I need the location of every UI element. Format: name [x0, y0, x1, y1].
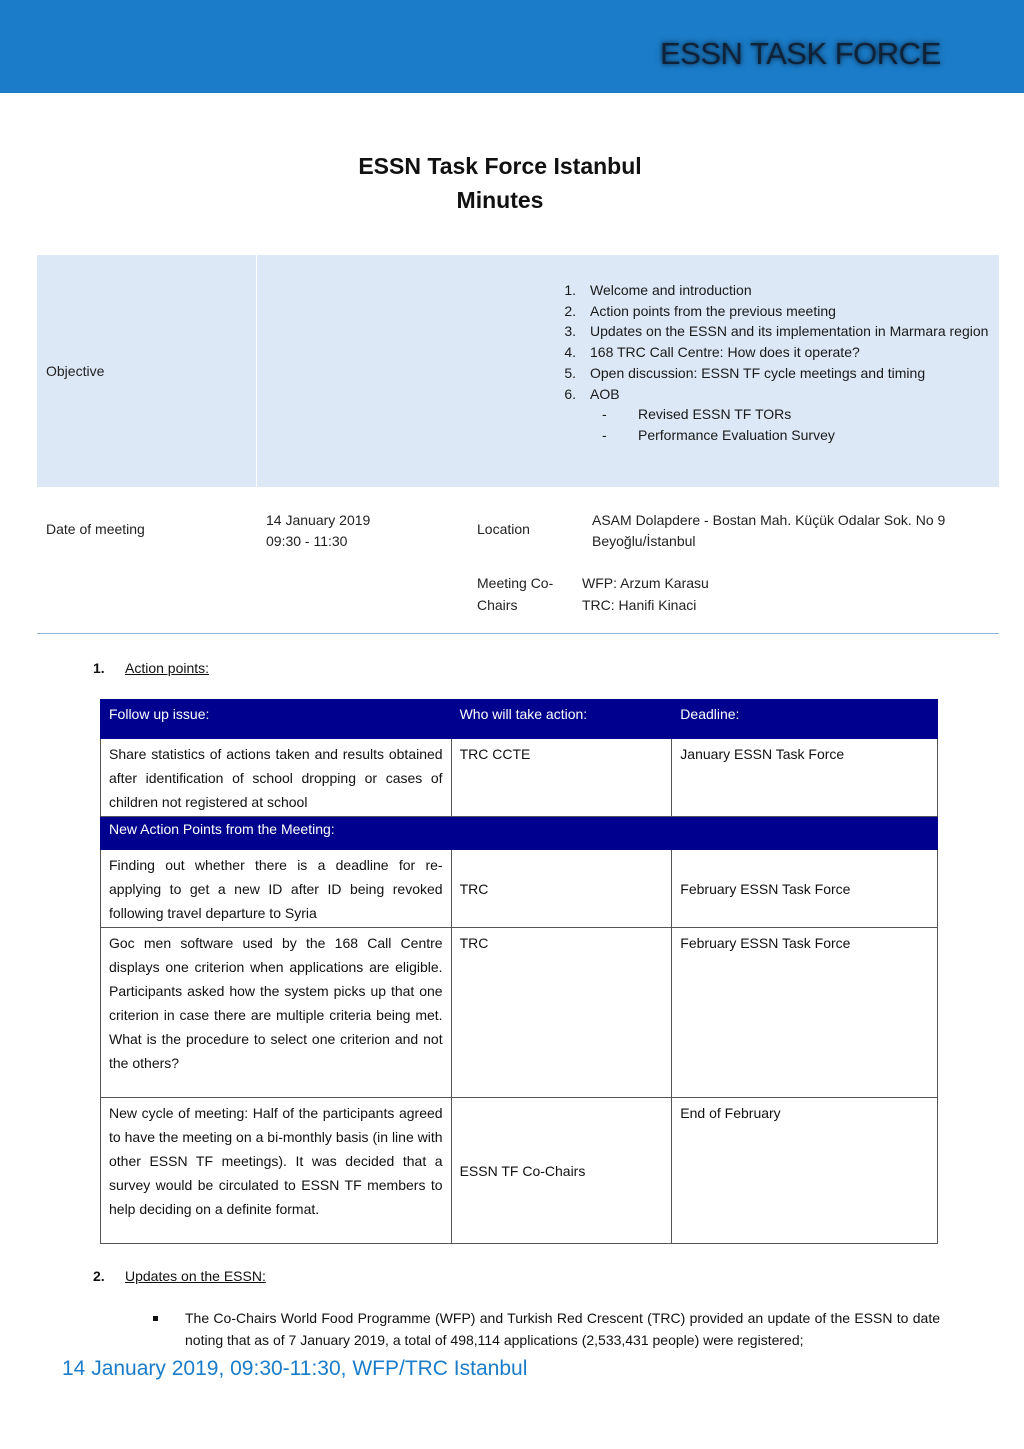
follow-up-issue-cell: New cycle of meeting: Half of the participants agreed to have the meeting on a bi-monthly basis (in line with other ESSN TF meetings). It was decided that a survey would be circulated to ESSN TF members to help deciding on a definite format. — [101, 1098, 452, 1244]
section-number: 2. — [93, 1268, 105, 1284]
agenda-item-text: Welcome and introduction — [590, 282, 752, 298]
table-row — [101, 1098, 938, 1244]
agenda-item-text: 168 TRC Call Centre: How does it operate? — [590, 344, 860, 361]
follow-up-issue-cell: Finding out whether there is a deadline for re-applying to get a new ID after ID being revoked following travel departure to Syria — [101, 850, 452, 928]
dash-bullet: - — [602, 406, 607, 423]
who-cell: TRC — [451, 928, 672, 1098]
cochairs-label — [477, 572, 553, 616]
cochair-trc: TRC: Hanifi Kinaci — [582, 597, 697, 613]
agenda-sub-item-text: Performance Evaluation Survey — [638, 426, 835, 443]
cochairs-label-line-2: Chairs — [477, 597, 518, 613]
cochairs-value — [582, 572, 709, 616]
agenda-list — [536, 280, 991, 446]
column-header: Follow up issue: — [101, 700, 452, 739]
section-heading-essn-updates — [93, 1268, 266, 1284]
footer-text: 14 January 2019, 09:30-11:30, WFP/TRC Istanbul — [62, 1357, 528, 1380]
agenda-item-text: Updates on the ESSN and its implementation in Marmara region — [590, 323, 989, 340]
section-title: Action points: — [125, 660, 210, 676]
agenda-item-text: Action points from the previous meeting — [590, 302, 836, 319]
agenda-item — [536, 342, 991, 363]
agenda-item-number: 6. — [564, 385, 576, 402]
column-header: Deadline: — [672, 700, 938, 739]
column-header: Who will take action: — [451, 700, 672, 739]
dash-bullet: - — [602, 426, 607, 443]
deadline-cell: February ESSN Task Force — [672, 928, 938, 1098]
update-bullet — [153, 1307, 940, 1351]
who-cell: TRC CCTE — [451, 739, 672, 817]
header-title: ESSN TASK FORCE — [660, 36, 941, 71]
table-row — [101, 850, 938, 928]
agenda-item — [536, 321, 991, 342]
agenda-item-number: 2. — [564, 302, 576, 319]
agenda-item-number: 1. — [564, 282, 576, 298]
meeting-date-time — [266, 510, 370, 552]
objective-label: Objective — [46, 363, 105, 379]
deadline-cell: End of February — [672, 1098, 938, 1244]
agenda-item-number: 5. — [564, 364, 576, 381]
objective-divider — [256, 255, 257, 487]
document-subtitle: Minutes — [456, 187, 544, 213]
table-header-row — [101, 700, 938, 739]
agenda-item — [536, 301, 991, 322]
agenda-item — [536, 363, 991, 384]
meeting-time: 09:30 - 11:30 — [266, 533, 348, 549]
location-value — [592, 510, 945, 552]
date-label: Date of meeting — [46, 521, 145, 537]
new-action-points-header-row — [101, 817, 938, 850]
who-cell: TRC — [451, 850, 672, 928]
agenda-item-text: AOB — [590, 385, 620, 402]
cochair-wfp: WFP: Arzum Karasu — [582, 575, 709, 591]
meeting-date: 14 January 2019 — [266, 512, 371, 528]
follow-up-issue-cell: Share statistics of actions taken and results obtained after identification of school dropping or cases of children not registered at school — [101, 739, 452, 817]
table-row — [101, 928, 938, 1098]
agenda-sub-item — [602, 425, 991, 446]
agenda-item — [536, 384, 991, 405]
square-bullet-icon — [153, 1316, 158, 1321]
location-label: Location — [477, 521, 530, 537]
update-bullet-text: The Co-Chairs World Food Programme (WFP) and Turkish Red Crescent (TRC) provided an update of the ESSN to date noting that as of 7 January 2019, a total of 498,114 applications (2,533,431 people) were registered; — [185, 1310, 940, 1348]
location-line-2: Beyoğlu/İstanbul — [592, 533, 696, 549]
section-divider — [37, 633, 999, 634]
new-action-points-header: New Action Points from the Meeting: — [101, 817, 938, 850]
agenda-item-text: Open discussion: ESSN TF cycle meetings and timing — [590, 364, 926, 381]
action-points-table — [100, 699, 938, 1244]
table-row — [101, 739, 938, 817]
section-heading-action-points — [93, 660, 209, 676]
agenda-sub-item-text: Revised ESSN TF TORs — [638, 406, 792, 423]
deadline-cell: January ESSN Task Force — [672, 739, 938, 817]
agenda-item — [536, 280, 991, 301]
document-title: ESSN Task Force Istanbul — [358, 153, 642, 179]
deadline-cell: February ESSN Task Force — [672, 850, 938, 928]
follow-up-issue-cell: Goc men software used by the 168 Call Centre displays one criterion when applications are eligible. Participants asked how the system picks up that one criterion in case there are multiple criteria being met. What is the procedure to select one criterion and not the others? — [101, 928, 452, 1098]
agenda-item-number: 3. — [564, 323, 576, 340]
agenda-item-number: 4. — [564, 344, 576, 361]
location-line-1: ASAM Dolapdere - Bostan Mah. Küçük Odalar Sok. No 9 — [592, 512, 946, 528]
section-title: Updates on the ESSN: — [125, 1268, 266, 1284]
section-number: 1. — [93, 660, 105, 676]
agenda-sub-item — [602, 404, 991, 425]
cochairs-label-line-1: Meeting Co- — [477, 575, 554, 591]
who-cell: ESSN TF Co-Chairs — [451, 1098, 672, 1244]
